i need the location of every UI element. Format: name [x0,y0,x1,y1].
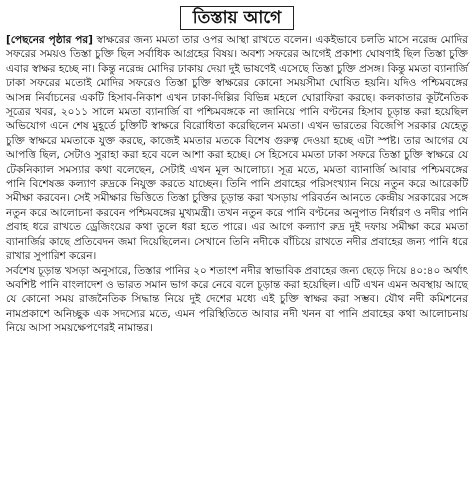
article-body [6,33,468,336]
headline-wrapper [6,6,468,30]
paragraph-1 [6,33,468,264]
paragraph-2: সর্বশেষ চূড়ান্ত খসড়া অনুসারে, তিস্তার পানির ২০ শতাংশ নদীর স্বাভাবিক প্রবাহের জন্য ছেড়ে দিয়ে ৪০:৪০ অর্থাৎ অবশিষ্ট পানি বাংলাদেশ ও ভারত সমান ভাগ করে নেবে বলে চূড়ান্ত করা হয়েছিল। এটি এখন এমন অবস্থায় আছে যে কোনো সময় রাজনৈতিক সিদ্ধান্ত নিয়ে দুই দেশের মধ্যে এই চুক্তি স্বাক্ষর করা সম্ভব। যৌথ নদী কমিশনের নামপ্রকাশে অনিচ্ছুক এক সদস্যের মতে, এমন পরিস্থিতিতে আবার নদী খনন বা পানি প্রবাহের কথা আলোচনায় নিয়ে আসা সময়ক্ষেপণেরই নামান্তর। [6,264,468,335]
paragraph-1-text: স্বাক্ষরের জন্য মমতা তার ওপর আস্থা রাখতে বলেন। একইভাবে চলতি মাসে নরেন্দ্র মোদির সফরের সময়ও তিস্তা চুক্তি ছিল সর্বাধিক আগ্রহের বিষয়। অবশ্য সফরের আগেই প্রকাশ্য ঘোষণাই ছিল তিস্তা চুক্তি এবার স্বাক্ষর হচ্ছে না। কিন্তু নরেন্দ্র মোদির ঢাকায় দেয়া দুই ভাষণেই এসেছে তিস্তা চুক্তি প্রসঙ্গ। কিন্তু মমতা ব্যানার্জি ঢাকা সফরের মতোই মোদির সফরেও তিস্তা চুক্তি স্বাক্ষরের কোনো সময়সীমা ঘোষিত হয়নি। যদিও পশ্চিমবঙ্গের আসন্ন নির্বাচনের একটি হিসাব-নিকাশ এখন ঢাকা-দিল্লির বিভিন্ন মহলে ঘোরাফিরা করছে। কলকাতার কূটনৈতিক সূত্রের খবর, ২০১১ সালে মমতা ব্যানার্জি বা পশ্চিমবঙ্গকে না জানিয়ে পানি বণ্টনের হিসাব চূড়ান্ত করা হয়েছিল অভিযোগ এনে শেষ মুহূর্তে চুক্তিটি স্বাক্ষরে বিরোধিতা করেছিলেন মমতা। এখন ভারতের বিজেপি সরকার যেহেতু চুক্তি স্বাক্ষরে মমতাকে যুক্ত করছে, কাজেই মমতার মতকে বিশেষ গুরুত্ব দেওয়া হচ্ছে এটা স্পষ্ট। তার আগের যে আপত্তি ছিল, সেটাও সুরাহা করা হবে বলে আশা করা হচ্ছে। সে হিসেবে মমতা ঢাকা সফরে তিস্তা চুক্তি স্বাক্ষরে যে টেকনিক্যাল সমস্যার কথা বলেছেন, সেটাই এখন মূল আলোচ্য। সূত্র মতে, মমতা ব্যানার্জি আবার পশ্চিমবঙ্গের পানি বিশেষজ্ঞ কল্যাণ রুদ্রকে নিযুক্ত করতে যাচ্ছেন। তিনি পানি প্রবাহের পরিসংখ্যান নিয়ে নতুন করে আরেকটি সমীক্ষা করবেন। সেই সমীক্ষার ভিত্তিতে তিস্তা চুক্তির চূড়ান্ত করা খসড়ায় পরিবর্তন আনতে কেন্দ্রীয় সরকারের সঙ্গে নতুন করে আলোচনা করবেন পশ্চিমবঙ্গের মুখ্যমন্ত্রী। তখন নতুন করে পানি বণ্টনের অনুপাত নির্ধারণ ও নদীর পানি প্রবাহ ধরে রাখতে ড্রেজিংয়ের কথা তুলে ধরা হতে পারে। এর আগে কল্যাণ রুদ্র দুই দফায় সমীক্ষা করে মমতা ব্যানার্জির কাছে প্রতিবেদন জমা দিয়েছিলেন। সেখানে তিনি নদীকে বাঁচিয়ে রাখতে নদীর প্রবাহের জন্য পানি ধরে রাখার সুপারিশ করেন। [6,34,468,263]
headline: তিস্তায় আগে [180,6,295,30]
continuation-marker: [পেছনের পৃষ্ঠার পর] [6,34,93,46]
